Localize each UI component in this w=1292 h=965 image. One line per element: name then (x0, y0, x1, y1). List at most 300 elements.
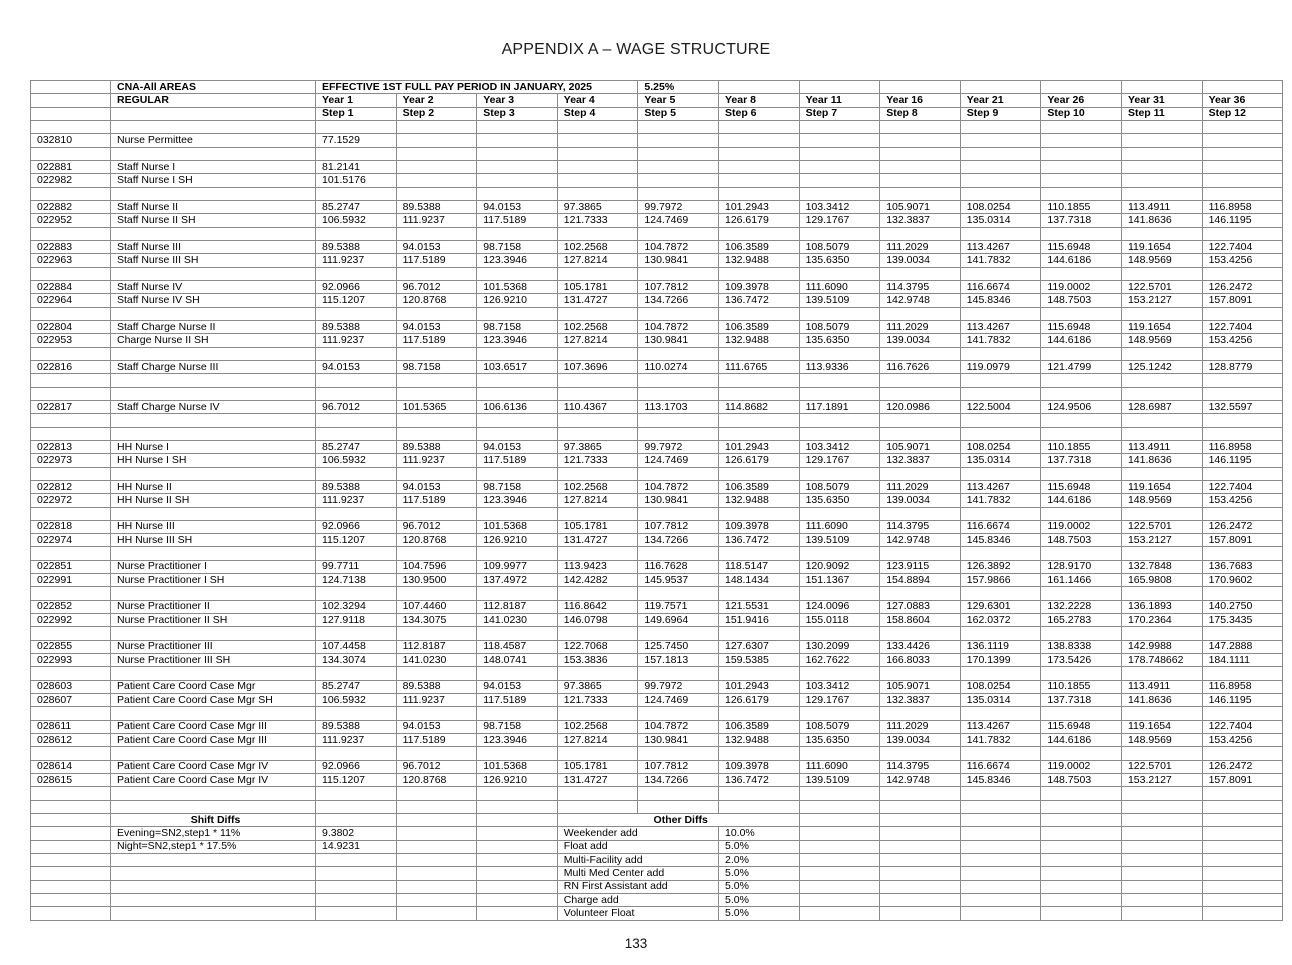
empty-cell (557, 507, 638, 520)
shift-diff-label-cell (111, 907, 316, 920)
job-code-cell: 022953 (31, 334, 111, 347)
empty-cell (880, 507, 961, 520)
job-title-cell: Staff Nurse II (111, 200, 316, 213)
empty-cell (1202, 347, 1283, 360)
wage-value-cell: 148.1434 (719, 574, 800, 587)
wage-value-cell: 101.5365 (396, 400, 477, 413)
wage-value-cell: 111.9237 (316, 334, 397, 347)
empty-cell (1041, 227, 1122, 240)
empty-cell (316, 814, 397, 827)
empty-cell (880, 880, 961, 893)
wage-value-cell (719, 174, 800, 187)
wage-value-cell: 124.7469 (638, 214, 719, 227)
empty-cell (960, 147, 1041, 160)
shift-diff-label-cell: Evening=SN2,step1 * 11% (111, 827, 316, 840)
wage-value-cell: 117.5189 (396, 254, 477, 267)
empty-cell (396, 814, 477, 827)
wage-value-cell: 111.9237 (316, 494, 397, 507)
other-diff-label-cell: Float add (557, 840, 718, 853)
job-title-cell: Staff Charge Nurse III (111, 360, 316, 373)
wage-value-cell: 153.2127 (1121, 294, 1202, 307)
empty-cell (1041, 854, 1122, 867)
wage-value-cell (396, 134, 477, 147)
empty-cell (396, 667, 477, 680)
wage-value-cell: 130.9841 (638, 734, 719, 747)
empty-cell (557, 427, 638, 440)
empty-cell (880, 374, 961, 387)
job-code-cell: 022855 (31, 640, 111, 653)
wage-value-cell: 128.9170 (1041, 560, 1122, 573)
wage-value-cell: 130.9841 (638, 494, 719, 507)
empty-cell (719, 187, 800, 200)
empty-cell (960, 374, 1041, 387)
table-row (31, 240, 1283, 253)
empty-cell (960, 787, 1041, 800)
empty-cell (31, 107, 111, 120)
wage-value-cell: 120.8768 (396, 774, 477, 787)
empty-cell (960, 667, 1041, 680)
empty-cell (1121, 307, 1202, 320)
empty-cell (1202, 787, 1283, 800)
empty-cell (1202, 707, 1283, 720)
increase-pct-cell: 5.25% (638, 81, 719, 94)
empty-cell (960, 907, 1041, 920)
empty-cell (799, 374, 880, 387)
wage-value-cell: 121.5531 (719, 600, 800, 613)
empty-cell (111, 587, 316, 600)
job-title-cell: Nurse Practitioner I SH (111, 574, 316, 587)
empty-cell (396, 467, 477, 480)
empty-cell (557, 347, 638, 360)
wage-value-cell: 146.1195 (1202, 694, 1283, 707)
wage-value-cell: 151.9416 (719, 614, 800, 627)
wage-value-cell (960, 174, 1041, 187)
job-title-cell: Staff Nurse II SH (111, 214, 316, 227)
job-code-cell: 022852 (31, 600, 111, 613)
wage-value-cell: 155.0118 (799, 614, 880, 627)
job-code-cell: 022952 (31, 214, 111, 227)
wage-value-cell: 106.3589 (719, 720, 800, 733)
wage-value-cell: 105.1781 (557, 760, 638, 773)
empty-cell (799, 467, 880, 480)
empty-cell (1202, 880, 1283, 893)
step-header-cell: Step 4 (557, 107, 638, 120)
job-title-cell: Staff Charge Nurse II (111, 320, 316, 333)
wage-value-cell: 99.7972 (638, 200, 719, 213)
wage-value-cell: 170.9602 (1202, 574, 1283, 587)
job-code-cell: 028611 (31, 720, 111, 733)
job-title-cell: Patient Care Coord Case Mgr SH (111, 694, 316, 707)
empty-cell (111, 747, 316, 760)
empty-cell (719, 547, 800, 560)
empty-cell (1202, 667, 1283, 680)
wage-value-cell: 101.5368 (477, 280, 558, 293)
table-row (31, 720, 1283, 733)
wage-value-cell: 162.7622 (799, 654, 880, 667)
empty-cell (316, 747, 397, 760)
table-row (31, 654, 1283, 667)
wage-value-cell: 89.5388 (316, 320, 397, 333)
wage-value-cell: 123.3946 (477, 734, 558, 747)
empty-cell (719, 81, 800, 94)
step-header-cell: Step 12 (1202, 107, 1283, 120)
spacer-row (31, 667, 1283, 680)
wage-value-cell: 142.9748 (880, 774, 961, 787)
wage-value-cell: 89.5388 (316, 240, 397, 253)
empty-cell (960, 120, 1041, 133)
wage-value-cell: 110.1855 (1041, 200, 1122, 213)
table-row (31, 520, 1283, 533)
table-row (31, 600, 1283, 613)
empty-cell (1202, 387, 1283, 400)
empty-cell (880, 707, 961, 720)
wage-value-cell: 119.1654 (1121, 240, 1202, 253)
empty-cell (960, 267, 1041, 280)
wage-value-cell: 104.7872 (638, 320, 719, 333)
empty-cell (1121, 267, 1202, 280)
empty-cell (396, 427, 477, 440)
table-row (31, 214, 1283, 227)
empty-cell (638, 347, 719, 360)
empty-cell (31, 147, 111, 160)
empty-cell (111, 707, 316, 720)
empty-cell (1121, 467, 1202, 480)
empty-cell (1041, 867, 1122, 880)
wage-value-cell: 101.5368 (477, 760, 558, 773)
empty-cell (638, 507, 719, 520)
wage-value-cell: 77.1529 (316, 134, 397, 147)
empty-cell (880, 120, 961, 133)
empty-cell (396, 547, 477, 560)
wage-value-cell: 131.4727 (557, 774, 638, 787)
wage-value-cell: 132.2228 (1041, 600, 1122, 613)
empty-cell (477, 387, 558, 400)
empty-cell (396, 907, 477, 920)
wage-value-cell: 94.0153 (477, 200, 558, 213)
wage-value-cell: 139.5109 (799, 774, 880, 787)
empty-cell (638, 787, 719, 800)
wage-value-cell: 89.5388 (396, 680, 477, 693)
empty-cell (31, 867, 111, 880)
wage-value-cell (960, 160, 1041, 173)
wage-value-cell: 147.2888 (1202, 640, 1283, 653)
empty-cell (1121, 707, 1202, 720)
wage-value-cell: 122.7404 (1202, 480, 1283, 493)
year-header-cell: Year 8 (719, 94, 800, 107)
wage-value-cell (1121, 160, 1202, 173)
empty-cell (1121, 814, 1202, 827)
empty-cell (1121, 894, 1202, 907)
empty-cell (1121, 827, 1202, 840)
empty-cell (638, 120, 719, 133)
job-title-cell: HH Nurse II (111, 480, 316, 493)
spacer-row (31, 414, 1283, 427)
other-diff-label-cell: Charge add (557, 894, 718, 907)
wage-value-cell: 124.7138 (316, 574, 397, 587)
empty-cell (557, 627, 638, 640)
wage-value-cell: 113.9423 (557, 560, 638, 573)
wage-value-cell: 105.9071 (880, 440, 961, 453)
wage-value-cell: 148.9569 (1121, 254, 1202, 267)
spacer-row (31, 227, 1283, 240)
empty-cell (719, 747, 800, 760)
empty-cell (557, 707, 638, 720)
wage-value-cell: 98.7158 (396, 360, 477, 373)
wage-value-cell: 110.1855 (1041, 680, 1122, 693)
effective-label-cell: EFFECTIVE 1ST FULL PAY PERIOD IN JANUARY, 2025 (316, 81, 638, 94)
job-title-cell: Patient Care Coord Case Mgr IV (111, 760, 316, 773)
empty-cell (799, 907, 880, 920)
wage-value-cell: 97.3865 (557, 440, 638, 453)
empty-cell (557, 414, 638, 427)
wage-value-cell: 123.3946 (477, 254, 558, 267)
wage-value-cell: 173.5426 (1041, 654, 1122, 667)
empty-cell (960, 880, 1041, 893)
shift-diff-label-cell (111, 880, 316, 893)
empty-cell (396, 867, 477, 880)
empty-cell (1202, 187, 1283, 200)
job-title-cell: Staff Nurse I SH (111, 174, 316, 187)
wage-value-cell: 133.4426 (880, 640, 961, 653)
empty-cell (880, 827, 961, 840)
spacer-row (31, 187, 1283, 200)
wage-value-cell: 135.0314 (960, 214, 1041, 227)
wage-value-cell: 162.0372 (960, 614, 1041, 627)
wage-value-cell: 89.5388 (396, 440, 477, 453)
wage-value-cell (557, 174, 638, 187)
wage-value-cell: 103.3412 (799, 200, 880, 213)
wage-value-cell: 132.3837 (880, 454, 961, 467)
empty-cell (396, 840, 477, 853)
empty-cell (1121, 347, 1202, 360)
wage-value-cell: 157.9866 (960, 574, 1041, 587)
wage-value-cell: 94.0153 (396, 320, 477, 333)
empty-cell (31, 547, 111, 560)
empty-cell (960, 414, 1041, 427)
wage-value-cell: 122.7404 (1202, 320, 1283, 333)
wage-value-cell: 136.7683 (1202, 560, 1283, 573)
empty-cell (1202, 414, 1283, 427)
job-code-cell: 022816 (31, 360, 111, 373)
wage-value-cell (799, 174, 880, 187)
empty-cell (719, 227, 800, 240)
empty-cell (477, 667, 558, 680)
wage-value-cell: 153.3836 (557, 654, 638, 667)
empty-cell (1041, 467, 1122, 480)
empty-cell (638, 374, 719, 387)
wage-value-cell: 141.7832 (960, 494, 1041, 507)
empty-cell (880, 547, 961, 560)
wage-value-cell (799, 160, 880, 173)
wage-value-cell: 116.7628 (638, 560, 719, 573)
empty-cell (638, 707, 719, 720)
empty-cell (1121, 427, 1202, 440)
empty-cell (960, 547, 1041, 560)
job-code-cell: 022813 (31, 440, 111, 453)
wage-value-cell: 175.3435 (1202, 614, 1283, 627)
wage-value-cell (880, 160, 961, 173)
empty-cell (111, 147, 316, 160)
empty-cell (477, 814, 558, 827)
empty-cell (1041, 374, 1122, 387)
empty-cell (477, 374, 558, 387)
empty-cell (396, 387, 477, 400)
wage-value-cell: 108.5079 (799, 720, 880, 733)
wage-value-cell (396, 174, 477, 187)
job-title-cell: Staff Nurse III (111, 240, 316, 253)
job-title-cell: Nurse Practitioner III (111, 640, 316, 653)
wage-value-cell: 126.9210 (477, 534, 558, 547)
wage-value-cell: 98.7158 (477, 320, 558, 333)
wage-value-cell: 107.3696 (557, 360, 638, 373)
job-code-cell: 022804 (31, 320, 111, 333)
wage-value-cell: 132.3837 (880, 214, 961, 227)
empty-cell (799, 800, 880, 813)
wage-value-cell: 123.9115 (880, 560, 961, 573)
empty-cell (880, 747, 961, 760)
empty-cell (1041, 547, 1122, 560)
empty-cell (316, 120, 397, 133)
wage-value-cell: 144.6186 (1041, 334, 1122, 347)
wage-value-cell: 153.4256 (1202, 494, 1283, 507)
empty-cell (638, 627, 719, 640)
shift-diff-label-cell (111, 867, 316, 880)
table-row (31, 400, 1283, 413)
wage-value-cell (1121, 174, 1202, 187)
wage-value-cell (1041, 160, 1122, 173)
wage-value-cell: 157.8091 (1202, 534, 1283, 547)
year-header-cell: Year 1 (316, 94, 397, 107)
wage-value-cell: 108.5079 (799, 240, 880, 253)
wage-value-cell: 102.2568 (557, 480, 638, 493)
wage-value-cell: 122.5004 (960, 400, 1041, 413)
wage-value-cell: 119.0002 (1041, 520, 1122, 533)
empty-cell (719, 347, 800, 360)
wage-value-cell: 125.1242 (1121, 360, 1202, 373)
table-row (31, 694, 1283, 707)
empty-cell (799, 507, 880, 520)
empty-cell (111, 187, 316, 200)
empty-cell (111, 307, 316, 320)
spacer-row (31, 747, 1283, 760)
table-row (31, 760, 1283, 773)
wage-value-cell: 139.0034 (880, 254, 961, 267)
wage-value-cell: 113.4911 (1121, 440, 1202, 453)
empty-cell (1041, 267, 1122, 280)
empty-cell (1121, 880, 1202, 893)
empty-cell (396, 800, 477, 813)
empty-cell (1202, 374, 1283, 387)
wage-value-cell: 110.0274 (638, 360, 719, 373)
empty-cell (396, 187, 477, 200)
empty-cell (396, 507, 477, 520)
empty-cell (880, 227, 961, 240)
other-diff-value-cell: 5.0% (719, 894, 800, 907)
spacer-row (31, 800, 1283, 813)
wage-value-cell: 141.8636 (1121, 694, 1202, 707)
wage-value-cell: 136.1119 (960, 640, 1041, 653)
empty-cell (557, 187, 638, 200)
wage-value-cell: 115.6948 (1041, 480, 1122, 493)
empty-cell (316, 707, 397, 720)
empty-cell (1202, 467, 1283, 480)
shift-diff-value-cell: 9.3802 (316, 827, 397, 840)
wage-value-cell: 134.3075 (396, 614, 477, 627)
wage-value-cell: 115.1207 (316, 294, 397, 307)
empty-cell (396, 347, 477, 360)
empty-cell (396, 587, 477, 600)
wage-value-cell: 117.5189 (396, 494, 477, 507)
wage-value-cell (1121, 134, 1202, 147)
wage-value-cell: 136.7472 (719, 774, 800, 787)
wage-value-cell (880, 174, 961, 187)
empty-cell (799, 414, 880, 427)
empty-cell (799, 627, 880, 640)
job-title-cell: Staff Nurse IV SH (111, 294, 316, 307)
empty-cell (638, 187, 719, 200)
wage-value-cell: 130.2099 (799, 640, 880, 653)
empty-cell (1202, 227, 1283, 240)
wage-value-cell: 126.2472 (1202, 760, 1283, 773)
job-code-cell: 022881 (31, 160, 111, 173)
empty-cell (1041, 427, 1122, 440)
empty-cell (880, 667, 961, 680)
empty-cell (396, 707, 477, 720)
wage-value-cell: 144.6186 (1041, 494, 1122, 507)
wage-value-cell: 148.0741 (477, 654, 558, 667)
wage-value-cell: 128.6987 (1121, 400, 1202, 413)
empty-cell (31, 814, 111, 827)
empty-cell (111, 227, 316, 240)
wage-value-cell (1202, 134, 1283, 147)
wage-value-cell: 148.7503 (1041, 294, 1122, 307)
wage-value-cell: 132.7848 (1121, 560, 1202, 573)
empty-cell (1202, 427, 1283, 440)
wage-value-cell: 126.9210 (477, 294, 558, 307)
wage-value-cell (477, 134, 558, 147)
empty-cell (557, 374, 638, 387)
wage-value-cell: 101.2943 (719, 440, 800, 453)
wage-value-cell: 170.2364 (1121, 614, 1202, 627)
wage-value-cell: 165.2783 (1041, 614, 1122, 627)
empty-cell (111, 414, 316, 427)
wage-value-cell: 102.2568 (557, 240, 638, 253)
job-code-cell: 022974 (31, 534, 111, 547)
empty-cell (799, 894, 880, 907)
wage-value-cell: 103.3412 (799, 680, 880, 693)
wage-value-cell: 113.4267 (960, 480, 1041, 493)
empty-cell (111, 427, 316, 440)
job-code-cell: 022818 (31, 520, 111, 533)
wage-value-cell: 166.8033 (880, 654, 961, 667)
job-title-cell: Staff Nurse I (111, 160, 316, 173)
table-row (31, 174, 1283, 187)
wage-value-cell: 117.5189 (477, 694, 558, 707)
wage-value-cell: 134.7266 (638, 534, 719, 547)
empty-cell (1121, 840, 1202, 853)
wage-value-cell: 135.6350 (799, 494, 880, 507)
job-title-cell: Patient Care Coord Case Mgr IV (111, 774, 316, 787)
empty-cell (316, 467, 397, 480)
empty-cell (1121, 414, 1202, 427)
table-row (31, 614, 1283, 627)
empty-cell (1041, 507, 1122, 520)
job-code-cell: 022817 (31, 400, 111, 413)
empty-cell (31, 267, 111, 280)
shift-diff-value-cell (316, 894, 397, 907)
empty-cell (477, 854, 558, 867)
wage-value-cell: 105.1781 (557, 280, 638, 293)
